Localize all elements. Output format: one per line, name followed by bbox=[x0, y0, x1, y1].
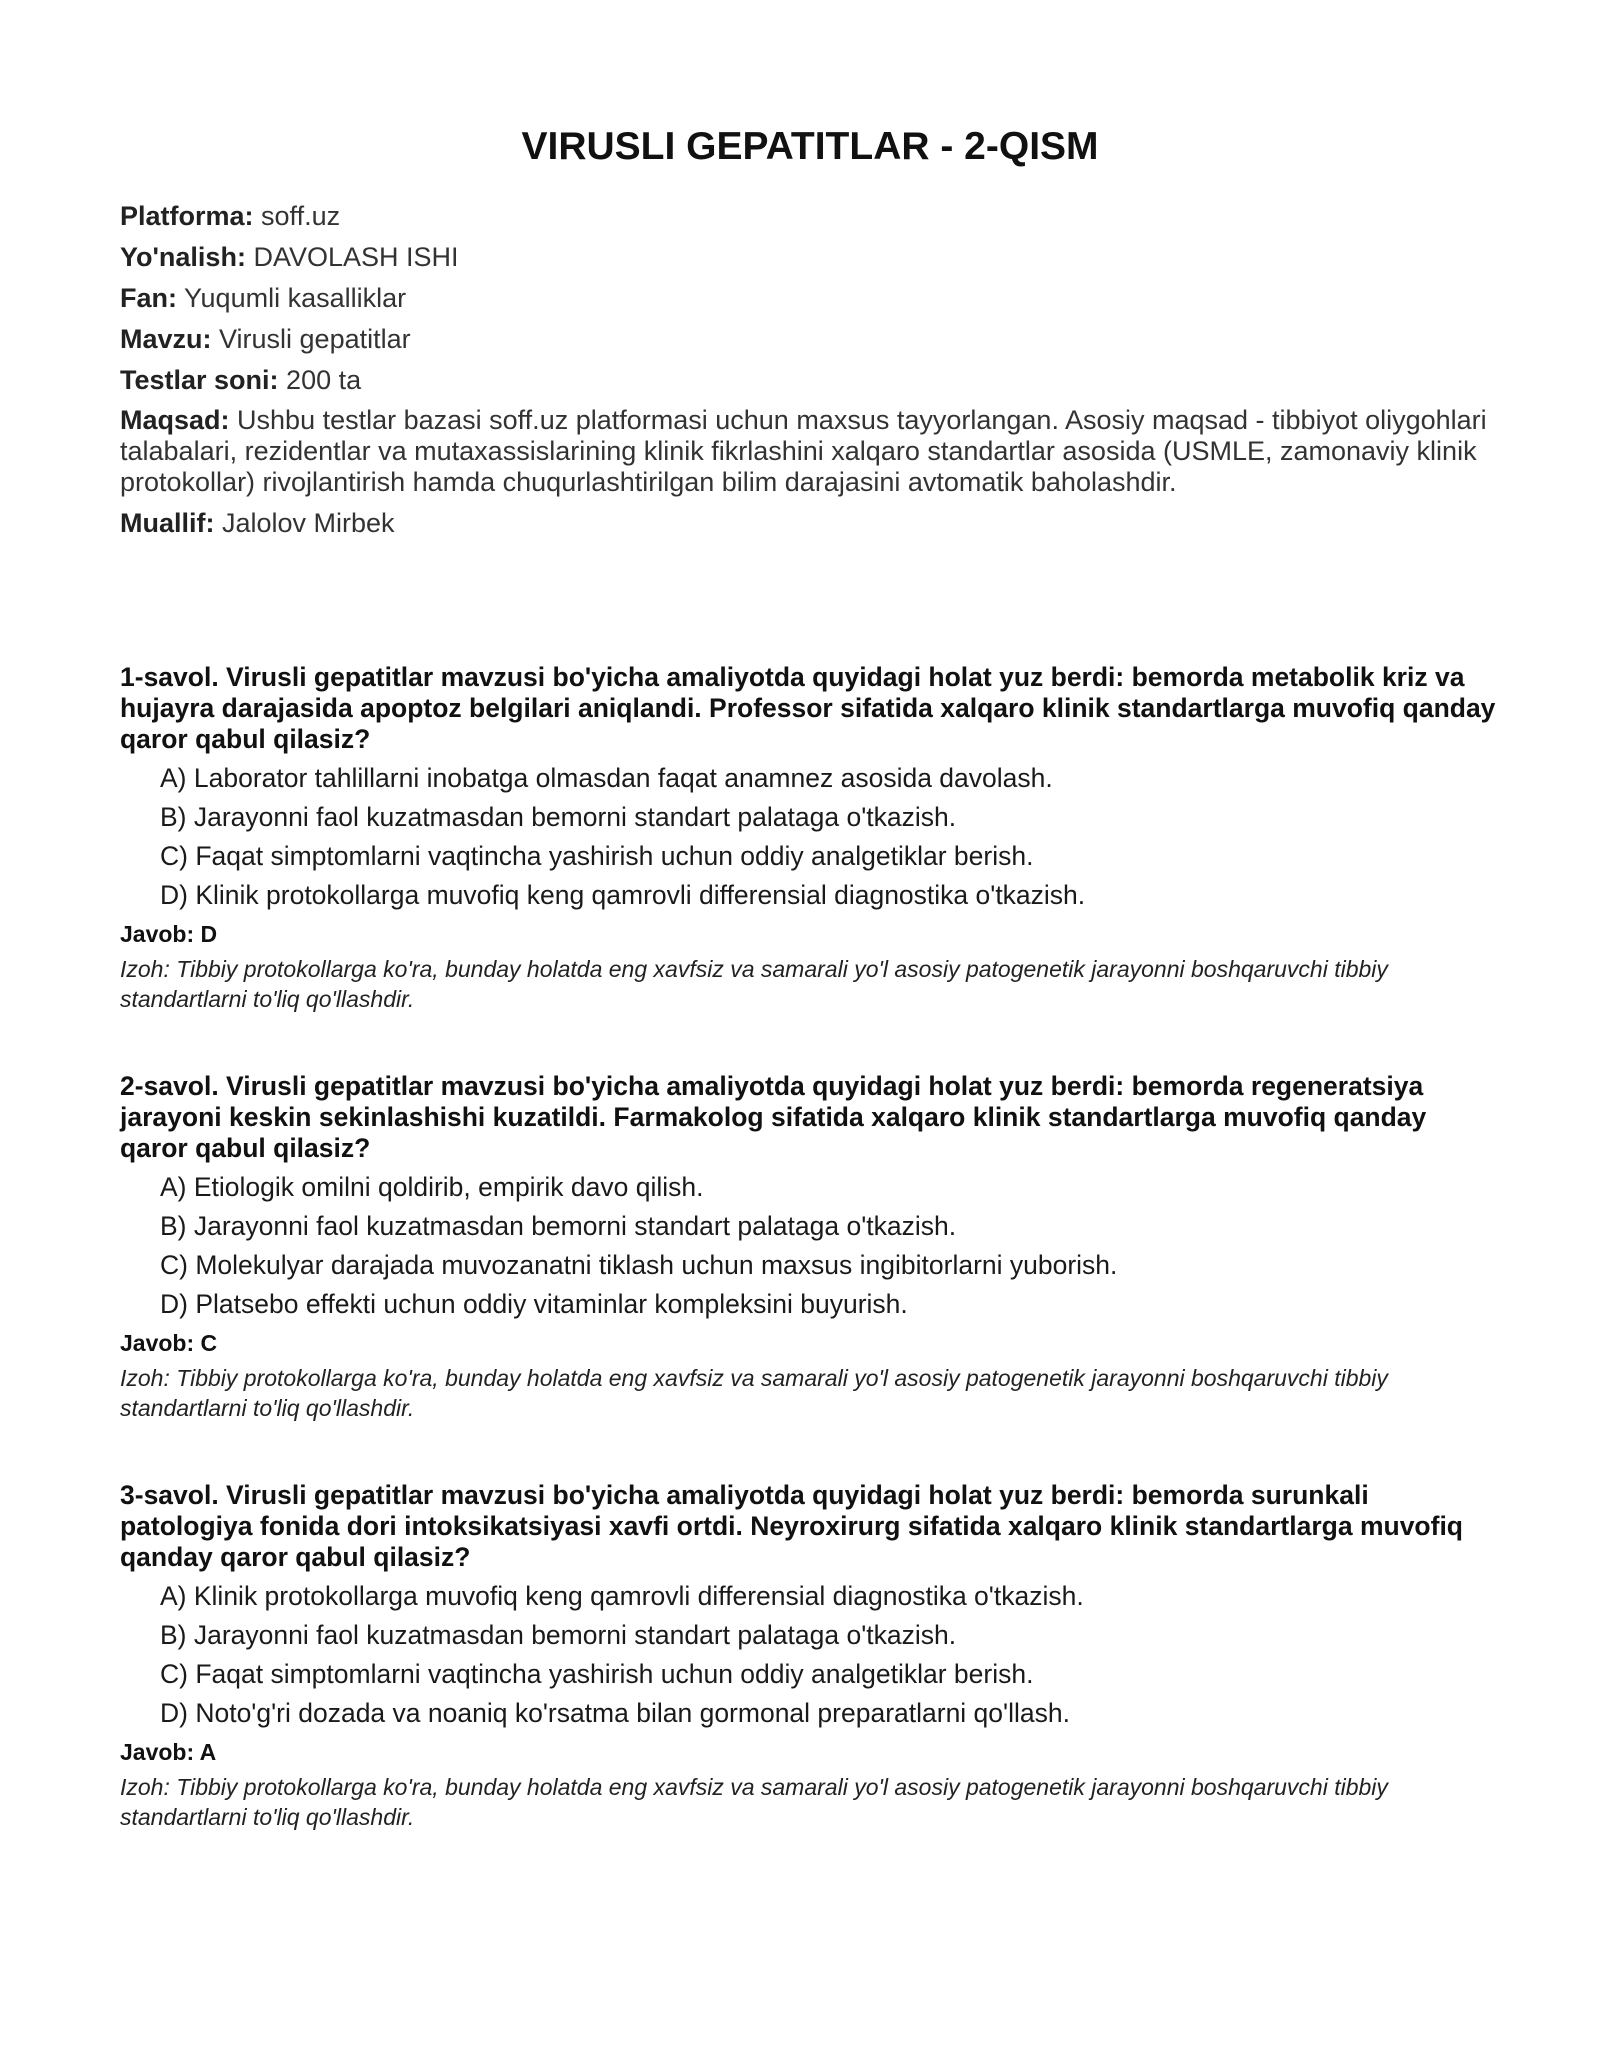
option-c: C) Molekulyar darajada muvozanatni tiklash uchun maxsus ingibitorlarni yuborish. bbox=[160, 1250, 1118, 1280]
option-b: B) Jarayonni faol kuzatmasdan bemorni standart palataga o'tkazish. bbox=[160, 1620, 957, 1650]
correct-answer: Javob: A bbox=[120, 1739, 217, 1765]
answer-options bbox=[120, 1172, 1500, 1320]
question-block bbox=[120, 662, 1500, 1014]
correct-answer: Javob: C bbox=[120, 1330, 218, 1356]
meta-subject-label: Fan: bbox=[120, 283, 177, 313]
meta-direction bbox=[120, 241, 1500, 273]
option-d: D) Platsebo effekti uchun oddiy vitaminlar kompleksini buyurish. bbox=[160, 1289, 908, 1319]
meta-test-count bbox=[120, 364, 1500, 396]
answer-explanation: Izoh: Tibbiy protokollarga ko'ra, bunday holatda eng xavfsiz va samarali yo'l asosiy patogenetik jarayonni boshqaruvchi tibbiy standartlarni to'liq qo'llashdir. bbox=[120, 956, 1388, 1012]
meta-topic bbox=[120, 323, 1500, 355]
question-text: 2-savol. Virusli gepatitlar mavzusi bo'yicha amaliyotda quyidagi holat yuz berdi: bemorda regeneratsiya jarayoni keskin sekinlashishi kuzatildi. Farmakolog sifatida xalqaro klinik standartlarga muvofiq qanday qaror qabul qilasiz? bbox=[120, 1071, 1427, 1163]
meta-goal-value: Ushbu testlar bazasi soff.uz platformasi uchun maxsus tayyorlangan. Asosiy maqsad - tibbiyot oliygohlari talabalari, rezidentlar va mutaxassislarining klinik fikrlashini xalqaro standartlar asosida (USMLE, zamonaviy klinik protokollar) rivojlantirish hamda chuqurlashtirilgan bilim darajasini avtomatik baholashdir. bbox=[120, 405, 1487, 497]
metadata-block bbox=[120, 200, 1500, 539]
option-a: A) Etiologik omilni qoldirib, empirik davo qilish. bbox=[160, 1172, 704, 1202]
meta-test-count-label: Testlar soni: bbox=[120, 365, 279, 395]
meta-direction-label: Yo'nalish: bbox=[120, 242, 246, 272]
meta-author bbox=[120, 507, 1500, 539]
meta-platform-value: soff.uz bbox=[253, 201, 341, 231]
question-block bbox=[120, 1071, 1500, 1423]
option-a: A) Klinik protokollarga muvofiq keng qamrovli differensial diagnostika o'tkazish. bbox=[160, 1581, 1084, 1611]
answer-options bbox=[120, 763, 1500, 911]
correct-answer: Javob: D bbox=[120, 921, 218, 947]
meta-goal bbox=[120, 405, 1500, 498]
meta-author-value: Jalolov Mirbek bbox=[214, 508, 395, 538]
answer-explanation: Izoh: Tibbiy protokollarga ko'ra, bunday holatda eng xavfsiz va samarali yo'l asosiy patogenetik jarayonni boshqaruvchi tibbiy standartlarni to'liq qo'llashdir. bbox=[120, 1774, 1388, 1830]
meta-topic-value: Virusli gepatitlar bbox=[211, 324, 411, 354]
meta-author-label: Muallif: bbox=[120, 508, 215, 538]
meta-direction-value: DAVOLASH ISHI bbox=[245, 242, 459, 272]
document-title: VIRUSLI GEPATITLAR - 2-QISM bbox=[521, 125, 1099, 168]
option-b: B) Jarayonni faol kuzatmasdan bemorni standart palataga o'tkazish. bbox=[160, 802, 957, 832]
question-text: 1-savol. Virusli gepatitlar mavzusi bo'yicha amaliyotda quyidagi holat yuz berdi: bemorda metabolik kriz va hujayra darajasida apoptoz belgilari aniqlandi. Professor sifatida xalqaro klinik standartlarga muvofiq qanday qaror qabul qilasiz? bbox=[120, 662, 1496, 754]
option-c: C) Faqat simptomlarni vaqtincha yashirish uchun oddiy analgetiklar berish. bbox=[160, 841, 1034, 871]
answer-options bbox=[120, 1581, 1500, 1729]
meta-test-count-value: 200 ta bbox=[278, 365, 362, 395]
question-text: 3-savol. Virusli gepatitlar mavzusi bo'yicha amaliyotda quyidagi holat yuz berdi: bemorda surunkali patologiya fonida dori intoksikatsiyasi xavfi ortdi. Neyroxirurg sifatida xalqaro klinik standartlarga muvofiq qanday qaror qabul qilasiz? bbox=[120, 1480, 1463, 1572]
meta-platform bbox=[120, 200, 1500, 232]
question-block bbox=[120, 1480, 1500, 1832]
meta-goal-label: Maqsad: bbox=[120, 405, 230, 435]
option-b: B) Jarayonni faol kuzatmasdan bemorni standart palataga o'tkazish. bbox=[160, 1211, 957, 1241]
meta-subject bbox=[120, 282, 1500, 314]
option-a: A) Laborator tahlillarni inobatga olmasdan faqat anamnez asosida davolash. bbox=[160, 763, 1053, 793]
document-page bbox=[120, 0, 1500, 1830]
option-d: D) Klinik protokollarga muvofiq keng qamrovli differensial diagnostika o'tkazish. bbox=[160, 880, 1086, 910]
option-d: D) Noto'g'ri dozada va noaniq ko'rsatma bilan gormonal preparatlarni qo'llash. bbox=[160, 1698, 1070, 1728]
option-c: C) Faqat simptomlarni vaqtincha yashirish uchun oddiy analgetiklar berish. bbox=[160, 1659, 1034, 1689]
meta-subject-value: Yuqumli kasalliklar bbox=[177, 283, 407, 313]
meta-platform-label: Platforma: bbox=[120, 201, 254, 231]
answer-explanation: Izoh: Tibbiy protokollarga ko'ra, bunday holatda eng xavfsiz va samarali yo'l asosiy patogenetik jarayonni boshqaruvchi tibbiy standartlarni to'liq qo'llashdir. bbox=[120, 1365, 1388, 1421]
meta-topic-label: Mavzu: bbox=[120, 324, 212, 354]
